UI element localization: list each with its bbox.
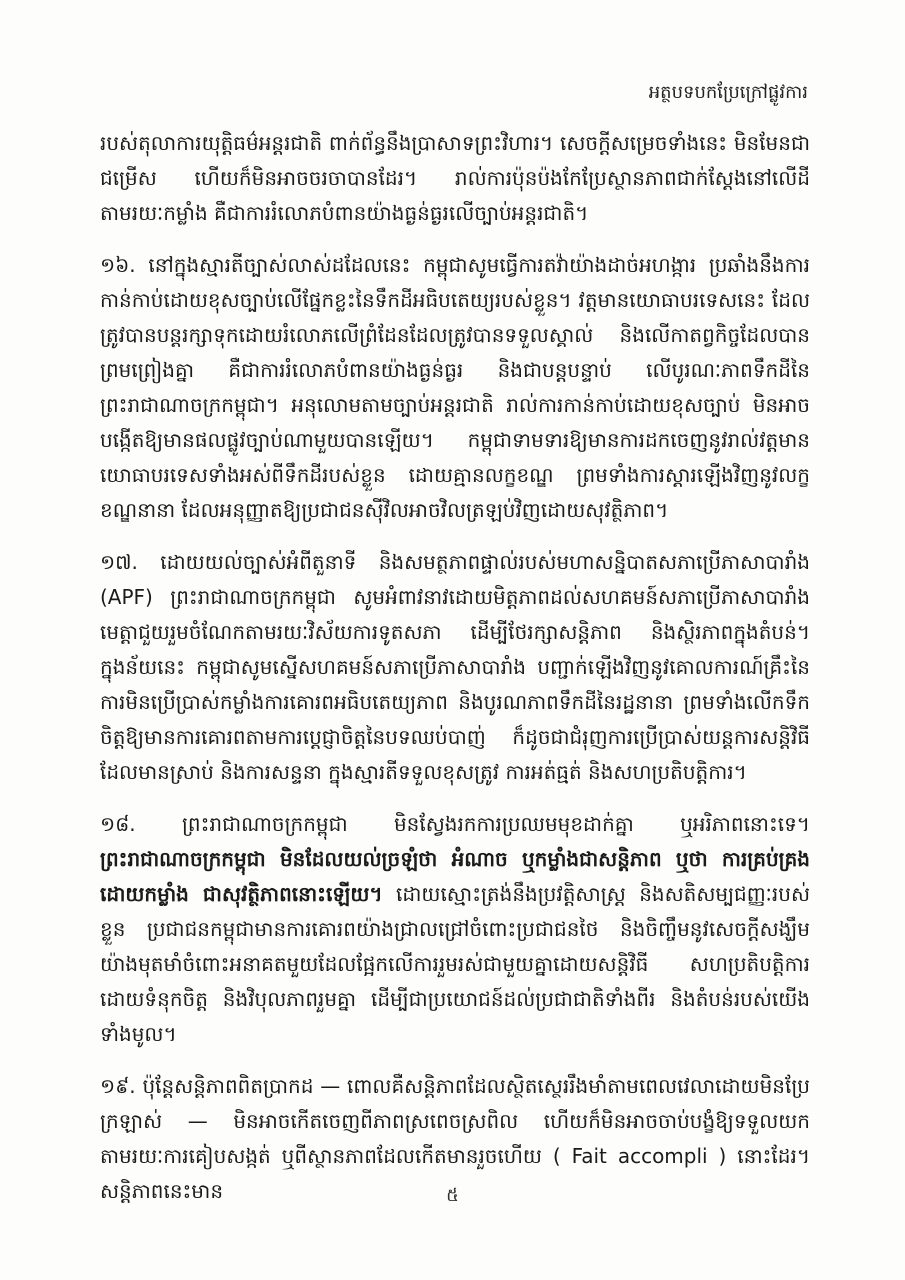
paragraph-18-text-lead: ១៨. ព្រះរាជាណាចក្រកម្ពុជា មិនស្វែងរកការប្រឈមមុខដាក់គ្នា ឬអរិភាពនោះទេ។: [100, 812, 810, 836]
paragraph-continuation: [100, 126, 810, 231]
paragraph-19-text: ១៩. ប៉ុន្តែសន្តិភាពពិតប្រាកដ — ពោលគឺសន្តិភាពដែលស្ថិតស្ថេររឹងមាំតាមពេលវេលាដោយមិនប្រែក្រឡាស់ — មិនអាចកើតចេញពីភាពស្រពេចស្រពិល ហើយក៏មិនអាចចាប់បង្ខំឱ្យទទួលយកតាមរយៈការគៀបសង្កត់ ឬពីស្ថានភាពដែលកើតមានរួចហើយ ( Fait accompli ) នោះដែរ។ សន្តិភាពនេះមាន: [100, 1074, 810, 1203]
paragraph-17: [100, 545, 810, 790]
paragraph-18: [100, 807, 810, 1052]
document-body: [100, 126, 810, 1226]
paragraph-18-text-tail: ដោយស្មោះត្រង់នឹងប្រវត្តិសាស្ត្រ និងសតិសម្បជញ្ញៈរបស់ខ្លួន ប្រជាជនកម្ពុជាមានការគោរពយ៉ាងជ្រាលជ្រៅចំពោះប្រជាជនថៃ និងចិញ្ចឹមនូវសេចក្តីសង្ឃឹមយ៉ាងមុតមាំចំពោះអនាគតមួយដែលផ្អែកលើការរួមរស់ជាមួយគ្នាដោយសន្តិវិធី សហប្រតិបត្តិការដោយទំនុកចិត្ត និងវិបុលភាពរួមគ្នា ដើម្បីជាប្រយោជន៍ដល់ប្រជាជាតិទាំងពីរ និងតំបន់របស់យើងទាំងមូល។: [100, 882, 810, 1046]
paragraph-16: [100, 248, 810, 528]
paragraph-16-text: ១៦. នៅក្នុងស្មារតីច្បាស់លាស់ដដែលនេះ កម្ពុជាសូមធ្វើការតវ៉ាយ៉ាងដាច់អហង្ការ ប្រឆាំងនឹងការកាន់កាប់ដោយខុសច្បាប់លើផ្នែកខ្លះនៃទឹកដីអធិបតេយ្យរបស់ខ្លួន។ វត្តមានយោធាបរទេសនេះ ដែលត្រូវបានបន្តរក្សាទុកដោយរំលោភលើព្រំដែនដែលត្រូវបានទទួលស្គាល់ និងលើកាតព្វកិច្ចដែលបានព្រមព្រៀងគ្នា គឺជាការរំលោភបំពានយ៉ាងធ្ងន់ធ្ងរ និងជាបន្តបន្ទាប់ លើបូរណៈភាពទឹកដីនៃព្រះរាជាណាចក្រកម្ពុជា។ អនុលោមតាមច្បាប់អន្តរជាតិ រាល់ការកាន់កាប់ដោយខុសច្បាប់ មិនអាចបង្កើតឱ្យមានផលផ្លូវច្បាប់ណាមួយបានឡើយ។ កម្ពុជាទាមទារឱ្យមានការដកចេញនូវរាល់វត្តមានយោធាបរទេសទាំងអស់ពីទឹកដីរបស់ខ្លួន ដោយគ្មានលក្ខខណ្ឌ ព្រមទាំងការស្តារឡើងវិញនូវលក្ខខណ្ឌនានា ដែលអនុញ្ញាតឱ្យប្រជាជនស៊ីវិលអាចវិលត្រឡប់វិញដោយសុវត្ថិភាព។: [100, 253, 810, 522]
header-unofficial-translation-label: អត្ថបទបកប្រែក្រៅផ្លូវការ: [648, 82, 808, 103]
paragraph-continuation-text: របស់តុលាការយុត្តិធម៌អន្តរជាតិ ពាក់ព័ន្ធនឹងប្រាសាទព្រះវិហារ។ សេចក្តីសម្រេចទាំងនេះ មិនមែនជាជម្រើស ហើយក៏មិនអាចចរចាបានដែរ។ រាល់ការប៉ុនប៉ងកែប្រែស្ថានភាពជាក់ស្តែងនៅលើដីតាមរយៈកម្លាំង គឺជាការរំលោភបំពានយ៉ាងធ្ងន់ធ្ងរលើច្បាប់អន្តរជាតិ។: [100, 131, 810, 225]
paragraph-18-text-bold: ព្រះរាជាណាចក្រកម្ពុជា មិនដែលយល់ច្រឡំថា អំណាច ឬកម្លាំងជាសន្តិភាព ឬថា ការគ្រប់គ្រងដោយកម្លាំង ជាសុវត្ថិភាពនោះឡើយ។: [100, 847, 810, 906]
page-number: ៥: [446, 1185, 459, 1206]
paragraph-17-text: ១៧. ដោយយល់ច្បាស់អំពីតួនាទី និងសមត្ថភាពផ្ទាល់របស់មហាសន្និបាតសភាប្រើភាសាបារាំង (APF) ព្រះរាជាណាចក្រកម្ពុជា សូមអំពាវនាវដោយមិត្តភាពដល់សហគមន៍សភាប្រើភាសាបារាំង មេត្តាជួយរួមចំណែកតាមរយៈវិស័យការទូតសភា ដើម្បីថែរក្សាសន្តិភាព និងស្ថិរភាពក្នុងតំបន់។ ក្នុងន័យនេះ កម្ពុជាសូមស្នើសហគមន៍សភាប្រើភាសាបារាំង បញ្ជាក់ឡើងវិញនូវគោលការណ៍គ្រឹះនៃការមិនប្រើប្រាស់កម្លាំងការគោរពអធិបតេយ្យភាព និងបូរណភាពទឹកដីនៃរដ្ឋនានា ព្រមទាំងលើកទឹកចិត្តឱ្យមានការគោរពតាមការប្តេជ្ញាចិត្តនៃបទឈប់បាញ់ ក៏ដូចជាជំរុញការប្រើប្រាស់យន្តការសន្តិវិធីដែលមានស្រាប់ និងការសន្ទនា ក្នុងស្មារតីទទួលខុសត្រូវ ការអត់ធ្មត់ និងសហប្រតិបត្តិការ។: [100, 550, 810, 784]
